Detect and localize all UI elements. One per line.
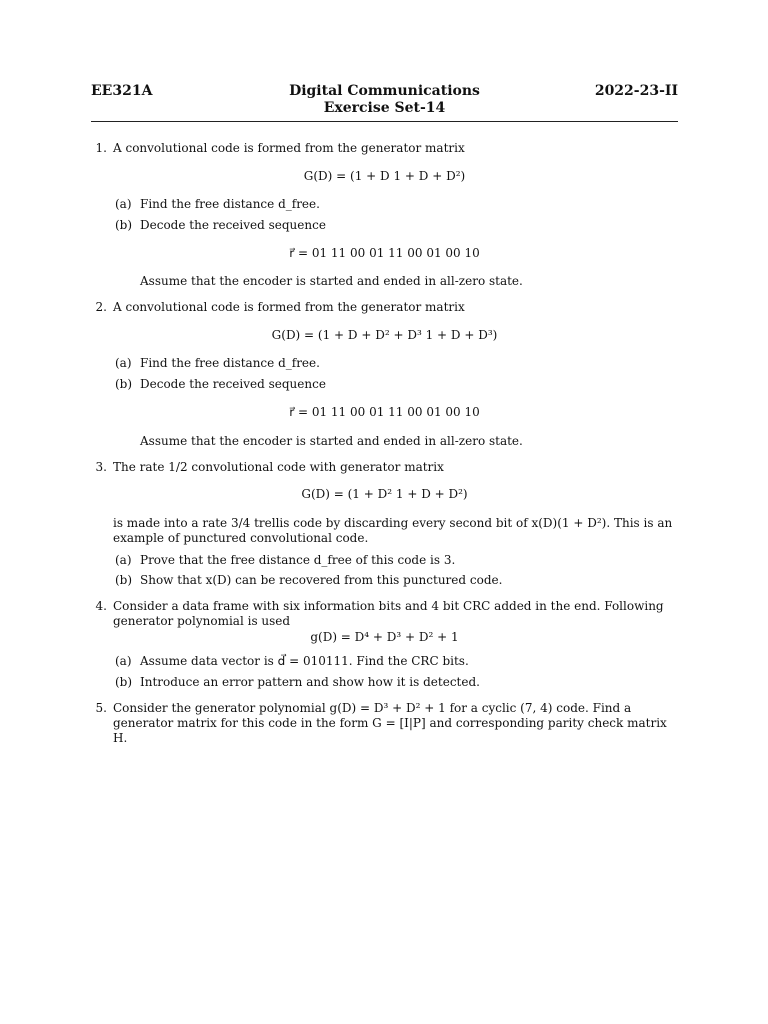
problem-5-stem: Consider the generator polynomial g(D) = D³ + D² + 1 for a cyclic (7, 4) code. Find a generator matrix for this code in the form G = [I|P] and corresponding parity check matrix H.	[113, 701, 667, 745]
problem-4-number: 4.	[95, 599, 107, 613]
problem-3-number: 3.	[95, 460, 107, 474]
problem-1-part-a-text: Find the free distance d_free.	[140, 197, 320, 211]
problem-2-part-b-text: Decode the received sequence	[140, 377, 326, 391]
problem-3-part-b-label: (b)	[115, 573, 133, 587]
document-subtitle: Exercise Set-14	[323, 100, 446, 116]
problem-1-equation	[91, 169, 678, 184]
problem-1-equation-text: G(D) = (1 + D 1 + D + D²)	[303, 169, 466, 183]
document-header	[91, 83, 678, 121]
problem-4-part-b-label: (b)	[115, 675, 133, 689]
problem-2-part-b-label: (b)	[115, 377, 133, 391]
problem-1-part-b-text: Decode the received sequence	[140, 218, 326, 232]
problem-4-part-a-text: Assume data vector is d⃗ = 010111. Find the CRC bits.	[140, 654, 469, 668]
problem-1-note: Assume that the encoder is started and ended in all-zero state.	[140, 274, 523, 288]
problem-3-follow: is made into a rate 3/4 trellis code by discarding every second bit of x(D)(1 + D²). This is an example of punctured convolutional code.	[113, 516, 673, 545]
course-code: EE321A	[91, 83, 153, 99]
problem-3-equation-text: G(D) = (1 + D² 1 + D + D²)	[301, 487, 468, 501]
problem-3-equation	[91, 487, 678, 502]
problem-3-part-a-text: Prove that the free distance d_free of this code is 3.	[140, 553, 456, 567]
problem-2-received-text: r⃗ = 01 11 00 01 11 00 01 00 10	[289, 405, 480, 419]
problem-1-received-text: r⃗ = 01 11 00 01 11 00 01 00 10	[289, 246, 480, 260]
document-title: Digital Communications	[289, 83, 480, 99]
problem-2-note: Assume that the encoder is started and ended in all-zero state.	[140, 434, 523, 448]
problem-4-part-a-label: (a)	[115, 654, 132, 668]
problem-3-stem: The rate 1/2 convolutional code with generator matrix	[113, 460, 444, 474]
problem-3-part-b-text: Show that x(D) can be recovered from this punctured code.	[140, 573, 503, 587]
problem-4-stem: Consider a data frame with six information bits and 4 bit CRC added in the end. Following generator polynomial is used	[113, 599, 664, 628]
problem-4-equation-text: g(D) = D⁴ + D³ + D² + 1	[310, 630, 459, 644]
problem-2-stem: A convolutional code is formed from the generator matrix	[113, 300, 465, 314]
problem-1-number: 1.	[95, 141, 107, 155]
problem-2-part-a-text: Find the free distance d_free.	[140, 356, 320, 370]
term-label: 2022-23-II	[594, 83, 678, 99]
problem-2-equation-text: G(D) = (1 + D + D² + D³ 1 + D + D³)	[271, 328, 498, 342]
problem-1-part-b-label: (b)	[115, 218, 133, 232]
problem-4-equation	[91, 630, 678, 645]
title-block	[91, 83, 678, 117]
problem-2-received	[91, 405, 678, 420]
header-rule	[91, 121, 678, 122]
problem-2-part-a-label: (a)	[115, 356, 132, 370]
problem-2-equation	[91, 328, 678, 343]
problem-4-part-b-text: Introduce an error pattern and show how it is detected.	[140, 675, 480, 689]
problem-3-part-a-label: (a)	[115, 553, 132, 567]
problem-1-received	[91, 246, 678, 261]
problem-2-number: 2.	[95, 300, 107, 314]
problem-1-part-a-label: (a)	[115, 197, 132, 211]
problem-1-stem: A convolutional code is formed from the generator matrix	[113, 141, 465, 155]
problem-5-number: 5.	[95, 701, 107, 715]
